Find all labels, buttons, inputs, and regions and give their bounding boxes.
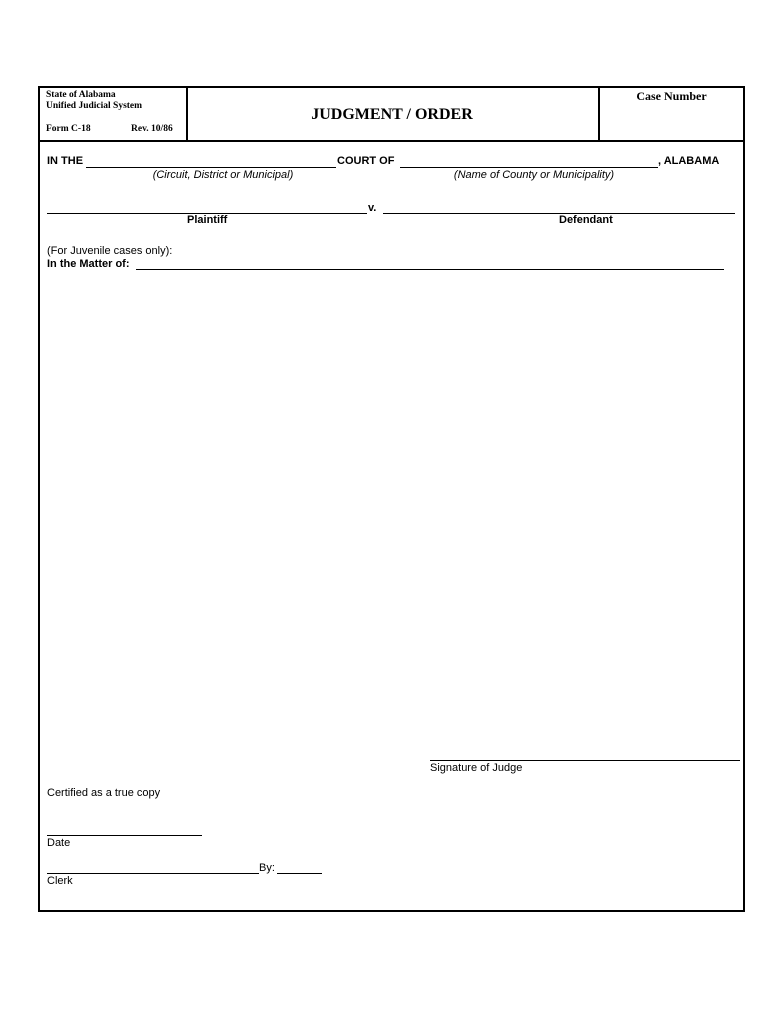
matter-label: In the Matter of: (47, 258, 130, 270)
form-number: Form C-18 (46, 124, 91, 134)
juvenile-note: (For Juvenile cases only): (47, 245, 173, 257)
alabama-label: , ALABAMA (658, 155, 720, 167)
court-type-field[interactable] (86, 167, 336, 168)
by-field[interactable] (277, 873, 322, 874)
matter-field[interactable] (136, 269, 724, 270)
plaintiff-label: Plaintiff (187, 214, 228, 226)
system-label: Unified Judicial System (46, 101, 143, 111)
versus-label: v. (368, 202, 377, 214)
judge-signature-field[interactable] (430, 760, 740, 761)
clerk-label: Clerk (47, 875, 73, 887)
state-label: State of Alabama (46, 90, 116, 100)
header-info-cell (38, 86, 188, 142)
certified-label: Certified as a true copy (47, 787, 161, 799)
date-field[interactable] (47, 835, 202, 836)
county-hint: (Name of County or Municipality) (453, 169, 615, 181)
order-body-area[interactable] (46, 280, 736, 740)
judge-signature-label: Signature of Judge (430, 762, 523, 774)
defendant-label: Defendant (559, 214, 613, 226)
in-the-label: IN THE (47, 155, 84, 167)
clerk-field[interactable] (47, 873, 259, 874)
case-number-label: Case Number (636, 89, 707, 103)
date-label: Date (47, 837, 71, 849)
header-title-cell (186, 86, 600, 142)
revision-label: Rev. 10/86 (131, 124, 173, 134)
by-label: By: (259, 862, 275, 874)
page-title: JUDGMENT / ORDER (311, 106, 473, 123)
court-of-label: COURT OF (337, 155, 395, 167)
county-field[interactable] (400, 167, 658, 168)
case-number-cell[interactable] (598, 86, 745, 142)
court-type-hint: (Circuit, District or Municipal) (152, 169, 294, 181)
